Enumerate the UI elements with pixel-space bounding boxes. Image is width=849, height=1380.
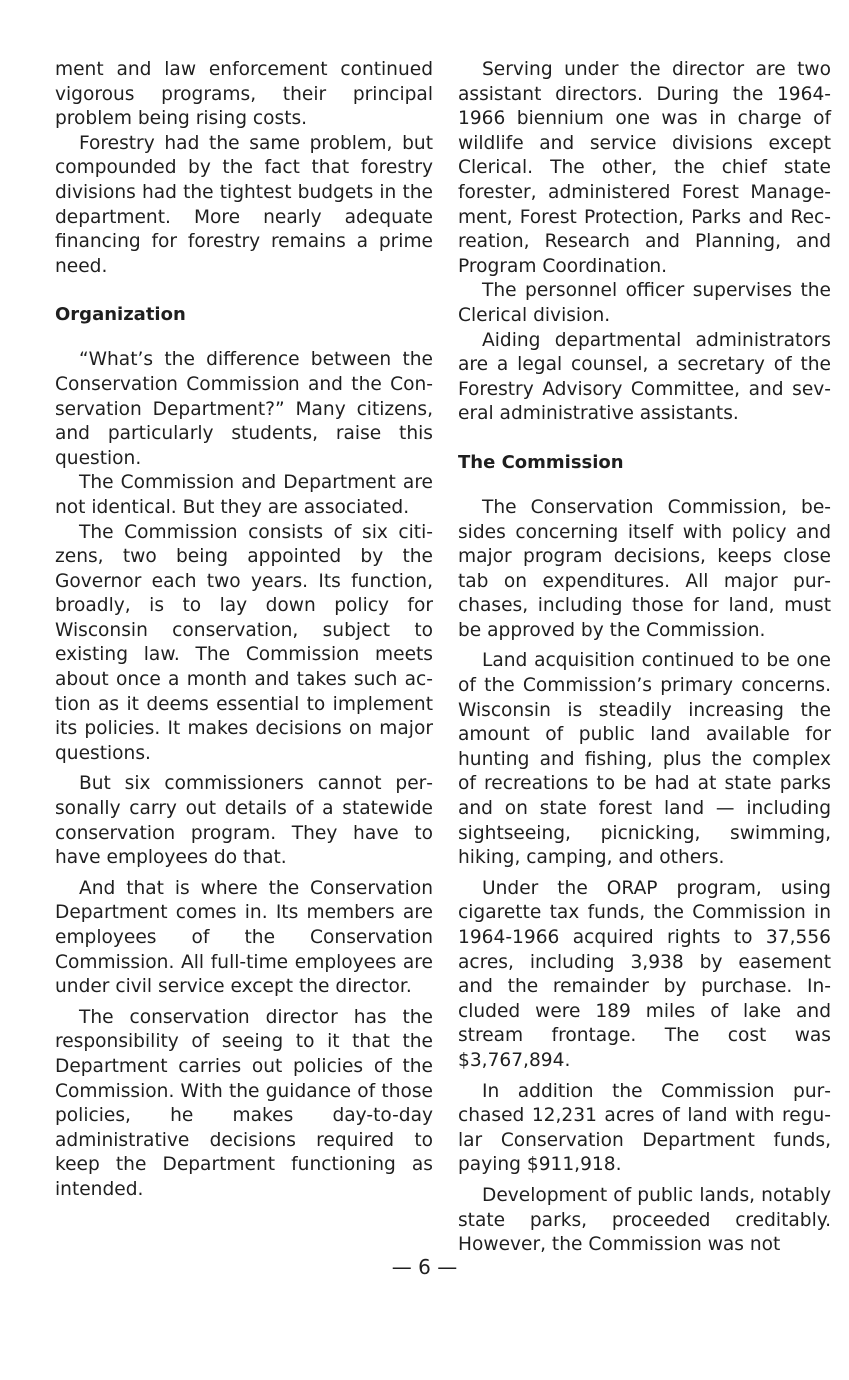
- paragraph: Serving under the director are two assistant directors. During the 1964-1966 biennium one was in charge of wildlife and service divisions except Clerical. The other, the chief state forester, administered Forest Management, Forest Protection, Parks and Recreation, Research and Planning, and Program Coordination.: [458, 59, 831, 277]
- paragraph: Forestry had the same problem, but compounded by the fact that forestry divisions had the tightest budgets in the department. More nearly adequate financing for forestry remains a prime need.: [55, 132, 433, 277]
- section-heading-organization: Organization: [55, 304, 186, 326]
- left-column: [55, 58, 433, 1203]
- paragraph: ment and law enforcement continued vigorous programs, their principal problem being rising costs.: [55, 59, 433, 130]
- right-column: [458, 58, 831, 1258]
- paragraph: In addition the Commission purchased 12,231 acres of land with regular Conservation Department funds, paying $911,918.: [458, 1080, 831, 1176]
- paragraph: The Conservation Commission, besides concerning itself with policy and major program decisions, keeps close tab on expenditures. All major purchases, including those for land, must be approved by the Commission.: [458, 496, 831, 641]
- paragraph: The personnel officer supervises the Clerical division.: [458, 280, 831, 326]
- section-heading-the-commission: The Commission: [458, 451, 624, 473]
- page-number: — 6 —: [391, 1255, 458, 1279]
- paragraph: Development of public lands, notably state parks, proceeded creditably. However, the Commission was not: [458, 1184, 831, 1256]
- paragraph: Aiding departmental administrators are a legal counsel, a secretary of the Forestry Advisory Committee, and several administrative assistants.: [458, 329, 831, 425]
- paragraph: Under the ORAP program, using cigarette tax funds, the Commission in 1964-1966 acquired rights to 37,556 acres, including 3,938 by easement and the remainder by purchase. Included were 189 miles of lake and stream frontage. The cost was $3,767,894.: [458, 877, 831, 1071]
- paragraph: The conservation director has the responsibility of seeing to it that the Department carries out policies of the Commission. With the guidance of those policies, he makes day-to-day administrative decisions required to keep the Department functioning as intended.: [55, 1006, 433, 1200]
- paragraph: “What’s the difference between the Conservation Commission and the Conservation Department?” Many citizens, and particularly students, raise this question.: [55, 349, 433, 469]
- paragraph: The Commission consists of six citizens, two being appointed by the Governor each two years. Its function, broadly, is to lay down policy for Wisconsin conservation, subject to existing law. The Commission meets about once a month and takes such action as it deems essential to implement its policies. It makes decisions on major questions.: [55, 521, 433, 764]
- paragraph: Land acquisition continued to be one of the Commission’s primary concerns. Wisconsin is steadily increasing the amount of public land available for hunting and fishing, plus the complex of recreations to be had at state parks and on state forest land — including sightseeing, picnicking, swimming, hiking, camping, and others.: [458, 650, 831, 869]
- paragraph: The Commission and Department are not identical. But they are associated.: [55, 472, 433, 518]
- paragraph: And that is where the Conservation Department comes in. Its members are employees of the Conservation Commission. All full-time employees are under civil service except the director.: [55, 877, 433, 998]
- paragraph: But six commissioners cannot personally carry out details of a statewide conservation program. They have to have employees do that.: [55, 773, 433, 869]
